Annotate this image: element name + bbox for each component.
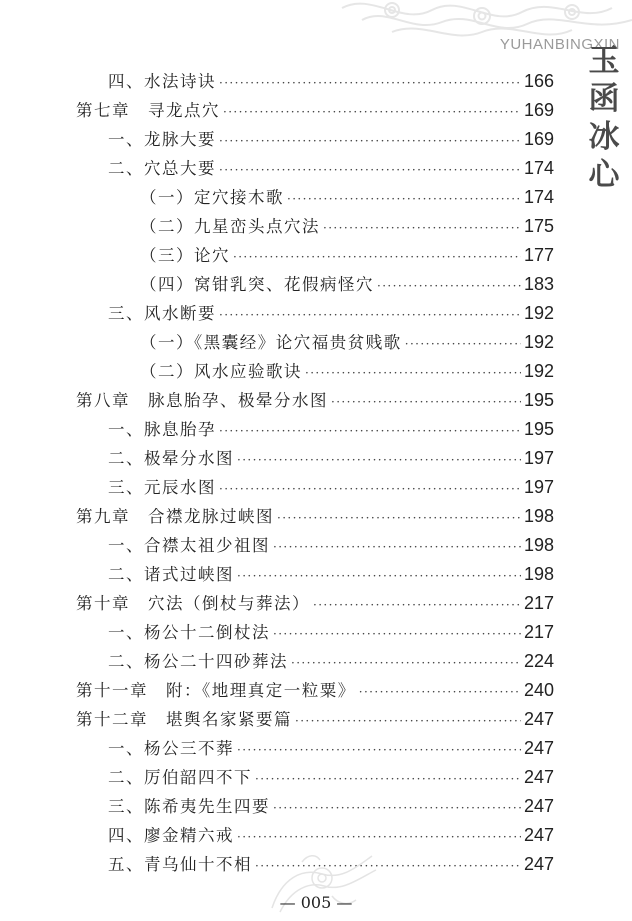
- toc-entry[interactable]: [140, 242, 554, 270]
- toc-entry[interactable]: [108, 561, 554, 589]
- toc-entry-title: 一、脉息胎孕: [108, 420, 216, 439]
- toc-entry-page: 217: [523, 593, 554, 613]
- toc-entry[interactable]: [76, 97, 554, 125]
- series-char: 冰: [588, 119, 620, 155]
- toc-entry-page: 192: [523, 332, 554, 352]
- dot-leader: [233, 250, 521, 264]
- dot-leader: [237, 569, 521, 583]
- dot-leader: [219, 308, 521, 322]
- toc-entry-page: 169: [523, 129, 554, 149]
- toc-entry-title: 一、合襟太祖少祖图: [108, 536, 270, 555]
- dot-leader: [273, 801, 521, 815]
- toc-entry-title: 二、极晕分水图: [108, 449, 234, 468]
- toc-entry-page: 247: [523, 767, 554, 787]
- toc-entry[interactable]: [76, 387, 554, 415]
- toc-entry[interactable]: [108, 416, 554, 444]
- toc-entry[interactable]: [140, 358, 554, 386]
- toc-entry[interactable]: [108, 648, 554, 676]
- toc-entry[interactable]: [76, 503, 554, 531]
- series-char: 函: [588, 81, 620, 117]
- toc-entry-title: 五、青乌仙十不相: [108, 855, 252, 874]
- dot-leader: [219, 134, 521, 148]
- toc-entry-page: 192: [523, 361, 554, 381]
- toc-entry-title: 第十章 穴法（倒杖与葬法）: [76, 594, 310, 613]
- dot-leader: [305, 366, 521, 380]
- dot-leader: [331, 395, 521, 409]
- toc-entry-page: 224: [523, 651, 554, 671]
- toc-entry-title: 第十一章 附：《地理真定一粒粟》: [76, 681, 356, 700]
- dot-leader: [359, 685, 521, 699]
- dot-leader: [219, 482, 521, 496]
- toc-entry[interactable]: [76, 590, 554, 618]
- toc-entry-title: 四、廖金精六戒: [108, 826, 234, 845]
- toc-entry-title: 一、杨公十二倒杖法: [108, 623, 270, 642]
- toc-entry-title: （四）窝钳乳突、花假病怪穴: [140, 275, 374, 294]
- toc-entry[interactable]: [140, 329, 554, 357]
- toc-entry-title: （二）九星峦头点穴法: [140, 217, 320, 236]
- toc-entry[interactable]: [108, 68, 554, 96]
- toc-entry-page: 197: [523, 448, 554, 468]
- toc-entry-title: 第九章 合襟龙脉过峡图: [76, 507, 274, 526]
- toc-entry-title: 三、风水断要: [108, 304, 216, 323]
- toc-entry[interactable]: [108, 619, 554, 647]
- toc-entry-page: 247: [523, 738, 554, 758]
- dot-leader: [219, 76, 521, 90]
- toc-entry-page: 195: [523, 390, 554, 410]
- dot-leader: [287, 192, 521, 206]
- toc-entry[interactable]: [76, 706, 554, 734]
- toc-entry[interactable]: [140, 271, 554, 299]
- toc-entry-title: （一）《黑囊经》论穴福贵贫贱歌: [140, 333, 402, 352]
- toc-entry-page: 197: [523, 477, 554, 497]
- toc-entry-title: 三、元辰水图: [108, 478, 216, 497]
- toc-entry[interactable]: [108, 532, 554, 560]
- toc-entry-page: 192: [523, 303, 554, 323]
- toc-entry-title: 二、诸式过峡图: [108, 565, 234, 584]
- toc-entry-page: 166: [523, 71, 554, 91]
- toc-entry[interactable]: [140, 184, 554, 212]
- toc-entry-title: 四、水法诗诀: [108, 72, 216, 91]
- toc-entry-page: 195: [523, 419, 554, 439]
- toc-entry-page: 169: [523, 100, 554, 120]
- dot-leader: [323, 221, 521, 235]
- dot-leader: [255, 772, 521, 786]
- dot-leader: [237, 453, 521, 467]
- dot-leader: [237, 743, 521, 757]
- dot-leader: [291, 656, 521, 670]
- toc-entry-page: 174: [523, 158, 554, 178]
- toc-entry[interactable]: [108, 445, 554, 473]
- toc-entry-title: 一、龙脉大要: [108, 130, 216, 149]
- dot-leader: [223, 105, 521, 119]
- dot-leader: [273, 540, 521, 554]
- series-char: 心: [588, 157, 620, 193]
- toc-entry-page: 177: [523, 245, 554, 265]
- toc-entry[interactable]: [140, 213, 554, 241]
- toc-entry-page: 240: [523, 680, 554, 700]
- page-number: — 005 —: [279, 893, 353, 912]
- toc-entry-title: （一）定穴接木歌: [140, 188, 284, 207]
- dot-leader: [377, 279, 521, 293]
- toc-entry[interactable]: [108, 155, 554, 183]
- dot-leader: [273, 627, 521, 641]
- toc-entry-title: 三、陈希夷先生四要: [108, 797, 270, 816]
- toc-entry[interactable]: [108, 474, 554, 502]
- series-char: 玉: [588, 43, 620, 79]
- toc-entry-title: 二、穴总大要: [108, 159, 216, 178]
- toc-entry[interactable]: [108, 735, 554, 763]
- toc-entry[interactable]: [108, 126, 554, 154]
- toc-entry-page: 175: [523, 216, 554, 236]
- toc-entry-page: 247: [523, 796, 554, 816]
- toc-entry-page: 247: [523, 854, 554, 874]
- toc-entry-page: 247: [523, 825, 554, 845]
- toc-entry-page: 217: [523, 622, 554, 642]
- toc-entry-page: 198: [523, 564, 554, 584]
- toc-entry-page: 198: [523, 506, 554, 526]
- toc-entry-title: 二、厉伯韶四不下: [108, 768, 252, 787]
- toc-entry[interactable]: [76, 677, 554, 705]
- series-title-english: YUHANBINGXIN: [499, 36, 620, 53]
- dot-leader: [219, 163, 521, 177]
- dot-leader: [295, 714, 521, 728]
- toc-entry[interactable]: [108, 793, 554, 821]
- toc-entry-page: 247: [523, 709, 554, 729]
- toc-entry-title: （三）论穴: [140, 246, 230, 265]
- dot-leader: [313, 598, 521, 612]
- dot-leader: [405, 337, 521, 351]
- toc-entry[interactable]: [108, 822, 554, 850]
- series-title-chinese: [586, 42, 622, 194]
- toc-entry-page: 174: [523, 187, 554, 207]
- toc-entry-title: 第十二章 堪舆名家紧要篇: [76, 710, 292, 729]
- toc-entry-title: 第八章 脉息胎孕、极晕分水图: [76, 391, 328, 410]
- dot-leader: [219, 424, 521, 438]
- toc-entry-title: 二、杨公二十四砂葬法: [108, 652, 288, 671]
- toc-entry-page: 183: [523, 274, 554, 294]
- toc-entry-page: 198: [523, 535, 554, 555]
- dot-leader: [277, 511, 521, 525]
- toc-entry[interactable]: [108, 300, 554, 328]
- dot-leader: [237, 830, 521, 844]
- toc-entry[interactable]: [108, 764, 554, 792]
- toc-entry-title: 第七章 寻龙点穴: [76, 101, 220, 120]
- toc-entry-title: 一、杨公三不葬: [108, 739, 234, 758]
- toc-entry-title: （二）风水应验歌诀: [140, 362, 302, 381]
